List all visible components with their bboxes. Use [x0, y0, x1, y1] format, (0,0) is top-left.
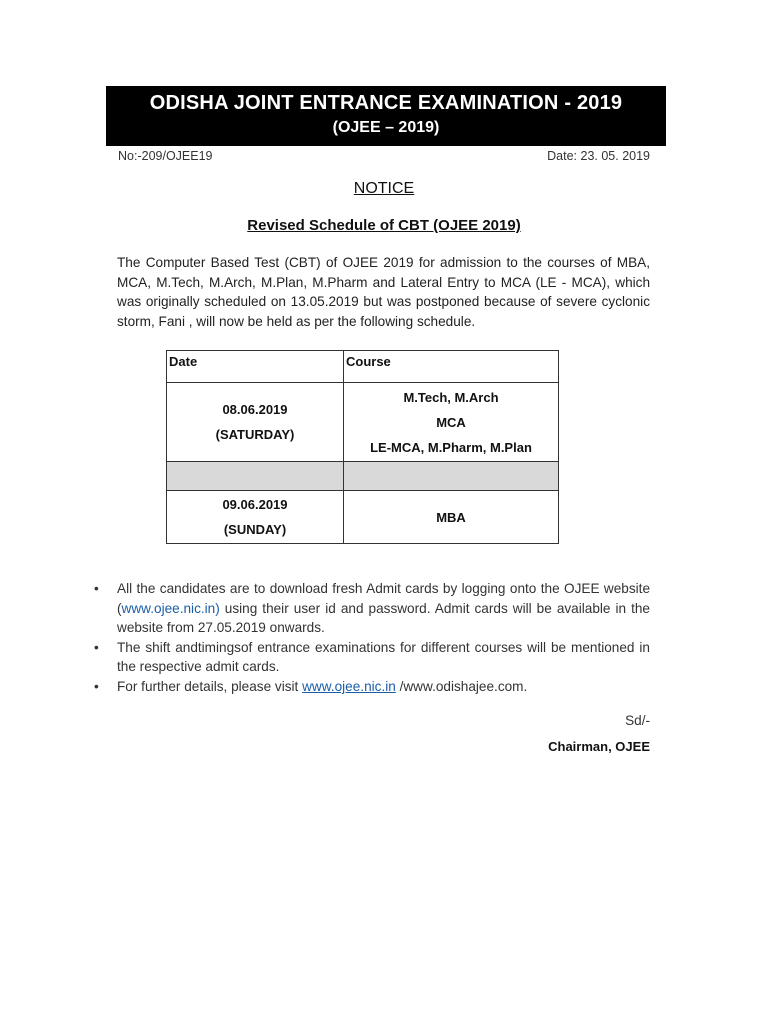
exam-date: 08.06.2019	[222, 402, 288, 417]
list-item	[117, 638, 650, 677]
instruction-text: /www.odishajee.com.	[395, 678, 528, 694]
signature: Sd/-	[625, 713, 650, 728]
table-row	[167, 491, 559, 544]
header-banner	[106, 86, 666, 146]
table-header-row	[167, 351, 559, 383]
instruction-list	[117, 579, 650, 697]
separator-cell	[344, 462, 559, 491]
signatory-designation: Chairman, OJEE	[548, 739, 650, 754]
header-course: Course	[344, 351, 559, 383]
list-item	[117, 579, 650, 638]
instruction-text: The shift andtimingsof entrance examinations for different courses will be mentioned in the respective admit cards.	[117, 639, 650, 675]
instruction-text: using their user id and password. Admit cards will be available in the website from 27.05.2019 onwards.	[117, 600, 650, 636]
date-cell	[167, 491, 344, 544]
reference-number: No:-209/OJEE19	[118, 149, 213, 163]
list-item	[117, 677, 650, 697]
separator-cell	[167, 462, 344, 491]
schedule-table	[166, 350, 559, 544]
table-separator-row	[167, 462, 559, 491]
course-line: LE-MCA, M.Pharm, M.Plan	[370, 439, 532, 455]
exam-title: ODISHA JOINT ENTRANCE EXAMINATION - 2019	[149, 92, 623, 114]
date-cell	[167, 383, 344, 462]
course-cell	[344, 491, 559, 544]
exam-subtitle: (OJEE – 2019)	[332, 119, 440, 136]
header-date: Date	[167, 351, 344, 383]
notice-subject: Revised Schedule of CBT (OJEE 2019)	[247, 217, 521, 234]
course-line: MCA	[436, 414, 466, 430]
ojee-website-link[interactable]: www.ojee.nic.in)	[121, 600, 220, 616]
exam-day: (SUNDAY)	[223, 522, 287, 537]
instruction-text: All the candidates are to download fresh Admit cards by logging onto the OJEE website (	[117, 581, 650, 616]
exam-day: (SATURDAY)	[215, 427, 295, 442]
table-row	[167, 383, 559, 462]
ojee-website-link[interactable]: www.ojee.nic.in	[302, 678, 396, 694]
course-line: M.Tech, M.Arch	[403, 389, 499, 405]
instruction-text: For further details, please visit	[117, 678, 303, 694]
notice-heading: NOTICE	[353, 180, 415, 197]
notice-date: Date: 23. 05. 2019	[547, 149, 650, 163]
exam-date: 09.06.2019	[222, 497, 288, 512]
course-cell	[344, 383, 559, 462]
notice-body: The Computer Based Test (CBT) of OJEE 2019 for admission to the courses of MBA, MCA, M.Tech, M.Arch, M.Plan, M.Pharm and Lateral Entry to MCA (LE - MCA), which was originally scheduled on 13.05.2019 but was postponed because of severe cyclonic storm, Fani , will now be held as per the following schedule.	[117, 255, 650, 329]
course-line: MBA	[436, 509, 466, 525]
